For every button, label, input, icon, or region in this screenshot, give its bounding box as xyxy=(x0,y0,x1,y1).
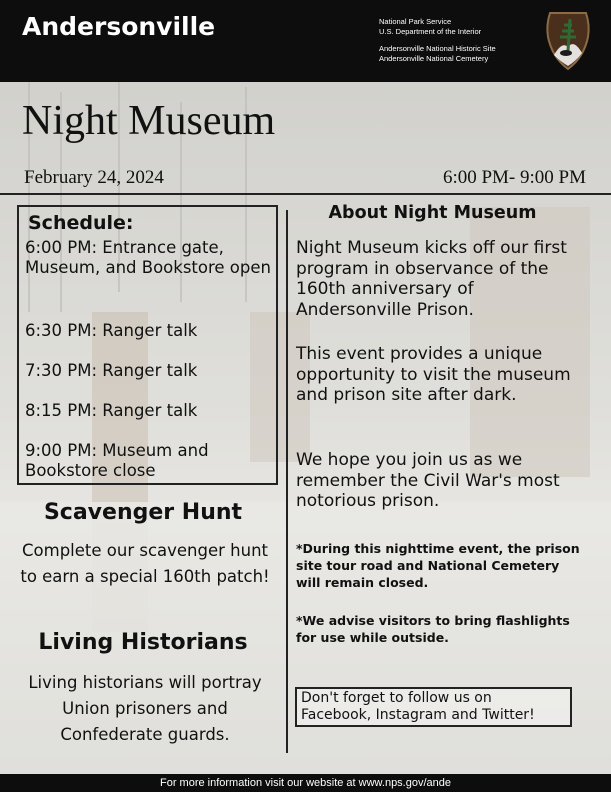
event-date: February 24, 2024 xyxy=(24,167,164,188)
department-name: U.S. Department of the Interior xyxy=(379,27,482,36)
about-heading: About Night Museum xyxy=(328,203,537,223)
header-band xyxy=(0,0,611,82)
agency-block xyxy=(379,17,496,64)
schedule-item: 8:15 PM: Ranger talk xyxy=(25,401,198,420)
schedule-item: 7:30 PM: Ranger talk xyxy=(25,361,198,380)
scavenger-hunt-heading: Scavenger Hunt xyxy=(43,500,243,525)
event-time: 6:00 PM- 9:00 PM xyxy=(442,167,586,188)
schedule-box xyxy=(17,205,278,485)
schedule-item: 6:30 PM: Ranger talk xyxy=(25,321,198,340)
agency-name: National Park Service xyxy=(379,17,452,26)
historic-site-name: Andersonville National Historic Site xyxy=(379,44,496,53)
schedule-item: 9:00 PM: Museum and Bookstore close xyxy=(25,441,209,480)
park-name: Andersonville xyxy=(22,12,216,41)
closure-note: *During this nighttime event, the prison site tour road and National Cemetery will remain closed. xyxy=(296,541,580,590)
schedule-item: 6:00 PM: Entrance gate, Museum, and Bookstore open xyxy=(25,238,271,277)
event-title: Night Museum xyxy=(22,98,276,144)
social-media-callout: Don't forget to follow us on Facebook, Instagram and Twitter! xyxy=(295,687,572,727)
title-divider xyxy=(0,193,611,195)
about-paragraph: We hope you join us as we remember the Civil War's most notorious prison. xyxy=(296,450,560,511)
footer-info: For more information visit our website at www.nps.gov/ande xyxy=(0,774,611,792)
flashlight-note: *We advise visitors to bring flashlights for use while outside. xyxy=(296,613,570,645)
living-historians-text: Living historians will portray Union prisoners and Confederate guards. xyxy=(28,673,262,744)
schedule-heading: Schedule: xyxy=(28,212,134,234)
about-paragraph: This event provides a unique opportunity to visit the museum and prison site after dark. xyxy=(296,344,571,405)
column-divider xyxy=(286,210,288,753)
nps-arrowhead-icon xyxy=(544,11,592,71)
scavenger-hunt-text: Complete our scavenger hunt to earn a special 160th patch! xyxy=(20,541,270,586)
living-historians-heading: Living Historians xyxy=(38,630,248,655)
about-paragraph: Night Museum kicks off our first program in observance of the 160th anniversary of Andersonville Prison. xyxy=(296,238,567,320)
cemetery-name: Andersonville National Cemetery xyxy=(379,54,489,63)
